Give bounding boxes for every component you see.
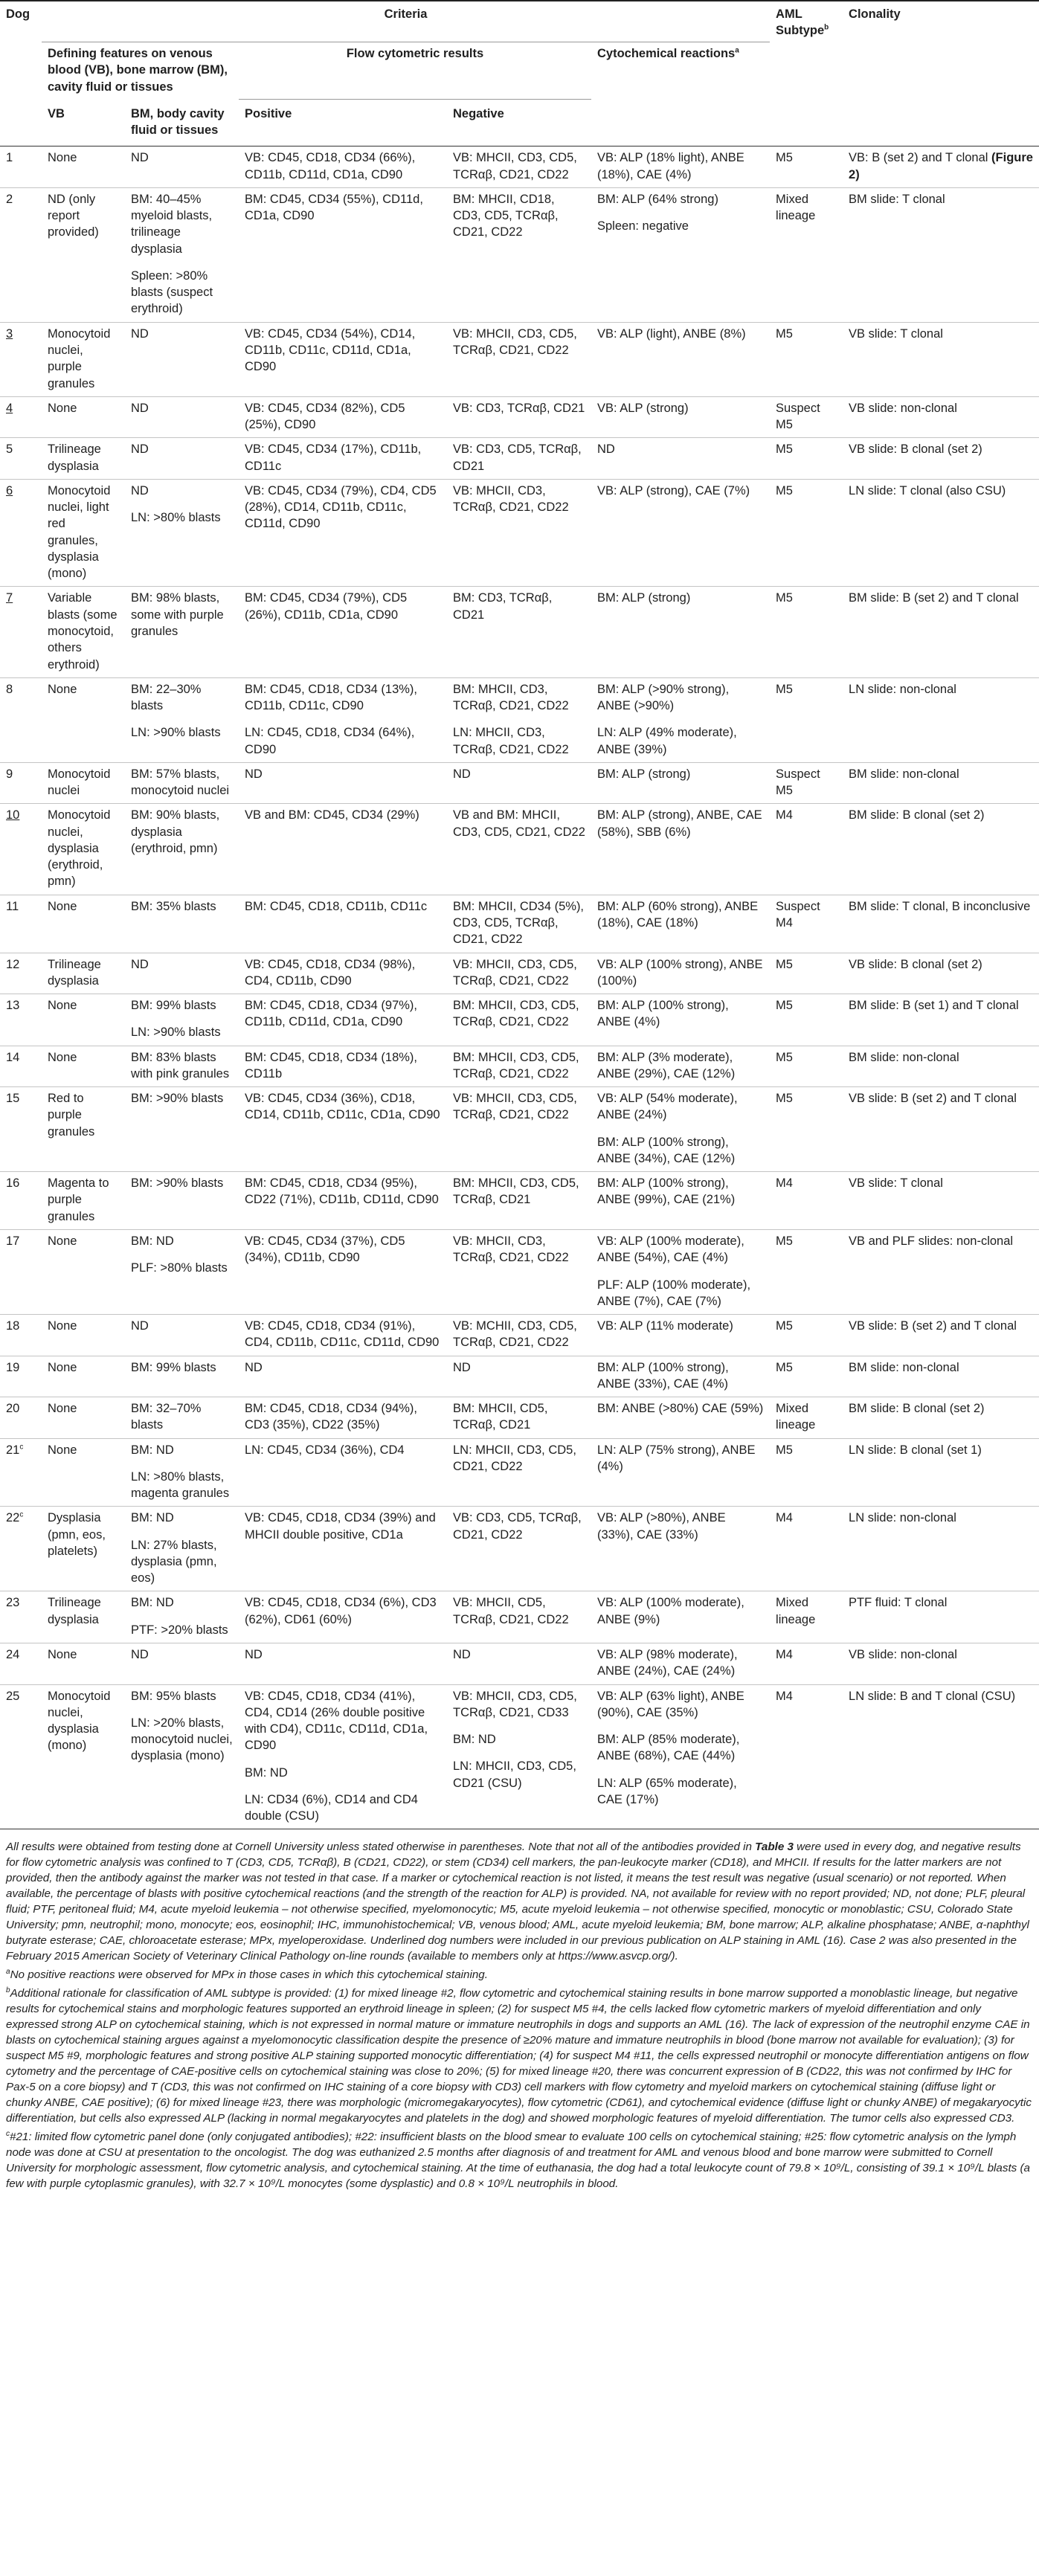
header-aml-subtype: AML Subtype$^b$ [770, 1, 843, 42]
cell-vb: Dysplasia (pmn, eos, platelets) [42, 1507, 125, 1591]
cell-negative: LN: MHCII, CD3, CD5, CD21, CD22 [447, 1438, 591, 1507]
cell-clonality: BM slide: T clonal [843, 187, 1039, 322]
cell-positive: BM: CD45, CD18, CD34 (94%), CD3 (35%), CD22 (35%) [239, 1397, 447, 1439]
cell-cyto: BM: ALP (100% strong), ANBE (4%) [591, 994, 770, 1046]
header-negative: Negative [447, 100, 591, 146]
cell-vb: None [42, 895, 125, 953]
cell-vb: Trilineage dysplasia [42, 1591, 125, 1643]
cell-bm: BM: 99% blasts [125, 1356, 239, 1397]
table-row [0, 1643, 1039, 1685]
cell-aml-subtype: M5 [770, 479, 843, 587]
cell-negative: VB: MHCII, CD3, CD5, TCRαβ, CD21, CD22 [447, 146, 591, 188]
cell-aml-subtype: M4 [770, 1643, 843, 1685]
cell-positive: VB: CD45, CD18, CD34 (91%), CD4, CD11b, CD11c, CD11d, CD90 [239, 1315, 447, 1356]
table-row [0, 187, 1039, 322]
table-row [0, 1172, 1039, 1230]
cell-bm: BM: 98% blasts, some with purple granules [125, 587, 239, 677]
table-row [0, 895, 1039, 953]
header-vb: VB [42, 100, 125, 146]
cell-negative: VB: CD3, TCRαβ, CD21 [447, 396, 591, 438]
cell-cyto: VB: ALP (100% strong), ANBE (100%) [591, 953, 770, 994]
cell-dog: 22$^c$ [0, 1507, 42, 1591]
cell-cyto: BM: ALP (strong) [591, 587, 770, 677]
cell-clonality: BM slide: non-clonal [843, 762, 1039, 804]
cell-aml-subtype: M5 [770, 587, 843, 677]
cell-cyto: VB: ALP (strong), CAE (7%) [591, 479, 770, 587]
cell-bm: BM: 95% blasts LN: >20% blasts, monocytoid nuclei, dysplasia (mono) [125, 1684, 239, 1829]
cell-bm: ND [125, 1643, 239, 1685]
cell-vb: None [42, 396, 125, 438]
cell-vb: Trilineage dysplasia [42, 438, 125, 480]
cell-negative: BM: MHCII, CD3, CD5, TCRαβ, CD21, CD22 [447, 1046, 591, 1087]
footnote-main: All results were obtained from testing done at Cornell University unless stated otherwise in parentheses. Note that not all of the antibodies provided in Table 3 were used in every dog, and negative results for flow cytometric analysis was confined to T (CD3, CD5, TCRαβ), B (CD21, CD22), or stem (CD34) cell markers, the pan-leukocyte marker (CD18), and MHCII. If results for the latter markers are not provided, then the antibody against the marker was not tested in that case. If a marker or cytochemical reaction is not listed, it means the test result was negative (usual scenario) or not reported. When available, the percentage of blasts with positive cytochemical reactions (and the strength of the reaction for ALP) is provided. NA, not available for review with no report provided; ND, not done; PLF, pleural fluid; PTF, peritoneal fluid; M4, acute myeloid leukemia – not otherwise specified, myelomonocytic; M5, acute myeloid leukemia – not otherwise specified, monocytic or monoblastic; CSU, Colorado State University; pmn, neutrophil; mono, monocyte; eos, eosinophil; IHC, immunohistochemical; VB, venous blood; AML, acute myeloid leukemia; BM, bone marrow; ALP, alkaline phosphatase; ANBE, α-naphthyl butyrate esterase; CAE, chloroacetate esterase; MPx, myeloperoxidase. Underlined dog numbers were included in our previous publication on ALP staining in AML (16). Case 2 was also presented in the February 2015 American Society of Veterinary Clinical Pathology on-line rounds (available to members only at https://www.asvcp.org/). [6, 1841, 1029, 1963]
table-row [0, 1507, 1039, 1591]
cell-vb: Magenta to purple granules [42, 1172, 125, 1230]
cell-cyto: VB: ALP (11% moderate) [591, 1315, 770, 1356]
cell-clonality: LN slide: non-clonal [843, 677, 1039, 762]
cell-negative: BM: MHCII, CD3, CD5, TCRαβ, CD21 [447, 1172, 591, 1230]
table-row [0, 587, 1039, 677]
header-positive: Positive [239, 100, 447, 146]
cell-clonality: LN slide: T clonal (also CSU) [843, 479, 1039, 587]
footnote-b: $^b$Additional rationale for classification of AML subtype is provided: (1) for mixed lineage #2, flow cytometric and cytochemical staining results in bone marrow supported a monoblastic lineage, but negative results for cytochemical stains and morphologic features supported an erythroid lineage in spleen; (2) for suspect M5 #4, the cells lacked flow cytometric markers of myeloid differentiation and only expressed strong ALP on cytochemical staining, which is not expressed in normal mature or immature neutrophils in dogs and supports an AML (16). The lack of expression of the neutrophil enzyme CAE in blasts on cytochemical staining argues against a myelomonocytic classification despite the presence of ≥20% mature and immature neutrophils in blood (bone marrow not available for evaluation); (3) for suspect M5 #9, morphologic features and strong positive ALP staining supported monocytic differentiation; (4) for suspect M4 #11, the cells expressed neutrophil or monocyte differentiation antigens on flow cytometry and the percentage of CAE-positive cells on cytochemical staining was close to 20%; (5) for mixed lineage #20, there was concurrent expression of B (CD22, this was not confirmed by IHC for Pax-5 on a core biopsy) and T (CD3, this was not confirmed on IHC staining of a core biopsy with CD3) cell markers with flow cytometry and myeloid markers on cytochemical staining (diffuse light or chunky ANBE, CAE positive); (6) for mixed lineage #23, there was morphologic (micromegakaryocytes), flow cytometric (CD61), and cytochemical evidence (diffuse light or chunky ANBE) of megakaryocytic differentiation, but cells also expressed ALP (lacking in normal megakaryocytes and platelets in the dog) and showed morphologic features of myeloid differentiation. The tumor cells also expressed CD3. [6, 1986, 1032, 2125]
cell-vb: Trilineage dysplasia [42, 953, 125, 994]
cell-aml-subtype: M4 [770, 804, 843, 895]
cell-aml-subtype: M5 [770, 322, 843, 396]
table-body [0, 146, 1039, 1829]
cell-clonality: VB slide: non-clonal [843, 396, 1039, 438]
cell-negative: BM: MHCII, CD34 (5%), CD3, CD5, TCRαβ, CD21, CD22 [447, 895, 591, 953]
cell-negative: BM: MHCII, CD3, TCRαβ, CD21, CD22 LN: MHCII, CD3, TCRαβ, CD21, CD22 [447, 677, 591, 762]
cell-positive: VB: CD45, CD18, CD34 (39%) and MHCII double positive, CD1a [239, 1507, 447, 1591]
cell-bm: BM: 90% blasts, dysplasia (erythroid, pmn) [125, 804, 239, 895]
header-clonality: Clonality [843, 1, 1039, 42]
cell-vb: None [42, 994, 125, 1046]
cell-clonality: BM slide: B (set 1) and T clonal [843, 994, 1039, 1046]
cell-dog: 8 [0, 677, 42, 762]
cell-positive: BM: CD45, CD18, CD34 (95%), CD22 (71%), CD11b, CD11d, CD90 [239, 1172, 447, 1230]
table-row [0, 396, 1039, 438]
header-row-1 [0, 1, 1039, 42]
cell-vb: Monocytoid nuclei, purple granules [42, 322, 125, 396]
cell-dog: 16 [0, 1172, 42, 1230]
cell-bm: BM: >90% blasts [125, 1172, 239, 1230]
cell-dog: 12 [0, 953, 42, 994]
cell-positive: VB and BM: CD45, CD34 (29%) [239, 804, 447, 895]
cell-positive: ND [239, 762, 447, 804]
table-row [0, 1046, 1039, 1087]
cell-clonality: BM slide: B clonal (set 2) [843, 1397, 1039, 1439]
cell-bm: BM: >90% blasts [125, 1087, 239, 1172]
cell-cyto: BM: ALP (strong) [591, 762, 770, 804]
cell-dog: 5 [0, 438, 42, 480]
cell-dog: 13 [0, 994, 42, 1046]
table-row [0, 438, 1039, 480]
cell-dog: 11 [0, 895, 42, 953]
cell-vb: Monocytoid nuclei [42, 762, 125, 804]
header-dog: Dog [0, 1, 42, 42]
cell-cyto: ND [591, 438, 770, 480]
cell-aml-subtype: M5 [770, 994, 843, 1046]
cell-clonality: BM slide: B (set 2) and T clonal [843, 587, 1039, 677]
cell-negative: ND [447, 1356, 591, 1397]
cell-aml-subtype: Mixed lineage [770, 187, 843, 322]
cell-negative: VB: MCHII, CD3, CD5, TCRαβ, CD21, CD22 [447, 1315, 591, 1356]
cell-cyto: BM: ANBE (>80%) CAE (59%) [591, 1397, 770, 1439]
cell-vb: None [42, 1643, 125, 1685]
cell-positive: VB: CD45, CD34 (37%), CD5 (34%), CD11b, CD90 [239, 1229, 447, 1314]
cell-bm: BM: 35% blasts [125, 895, 239, 953]
cell-cyto: BM: ALP (3% moderate), ANBE (29%), CAE (12%) [591, 1046, 770, 1087]
cell-bm: BM: 40–45% myeloid blasts, trilineage dysplasia Spleen: >80% blasts (suspect erythroid) [125, 187, 239, 322]
cell-aml-subtype: Mixed lineage [770, 1397, 843, 1439]
cell-clonality: BM slide: non-clonal [843, 1046, 1039, 1087]
cell-positive: VB: CD45, CD34 (17%), CD11b, CD11c [239, 438, 447, 480]
cell-dog: 1 [0, 146, 42, 188]
table-row [0, 994, 1039, 1046]
cell-vb: None [42, 677, 125, 762]
table-row [0, 1229, 1039, 1314]
cell-aml-subtype: Suspect M5 [770, 762, 843, 804]
cell-dog: 21$^c$ [0, 1438, 42, 1507]
cell-dog: 17 [0, 1229, 42, 1314]
cell-clonality: VB slide: T clonal [843, 1172, 1039, 1230]
table-row [0, 953, 1039, 994]
cell-positive: BM: CD45, CD18, CD11b, CD11c [239, 895, 447, 953]
cell-bm: BM: ND PLF: >80% blasts [125, 1229, 239, 1314]
cell-dog: 24 [0, 1643, 42, 1685]
cell-bm: BM: 83% blasts with pink granules [125, 1046, 239, 1087]
cell-positive: VB: CD45, CD18, CD34 (41%), CD4, CD14 (26% double positive with CD4), CD11c, CD11d, CD1a, CD90 BM: ND LN: CD34 (6%), CD14 and CD4 double (CSU) [239, 1684, 447, 1829]
cell-negative: VB: MHCII, CD3, CD5, TCRαβ, CD21, CD33 BM: ND LN: MHCII, CD3, CD5, CD21 (CSU) [447, 1684, 591, 1829]
table-row [0, 322, 1039, 396]
cell-cyto: BM: ALP (60% strong), ANBE (18%), CAE (18%) [591, 895, 770, 953]
cell-aml-subtype: M5 [770, 953, 843, 994]
cell-negative: VB: MHCII, CD3, CD5, TCRαβ, CD21, CD22 [447, 1087, 591, 1172]
cell-vb: Monocytoid nuclei, dysplasia (mono) [42, 1684, 125, 1829]
cell-clonality: LN slide: B and T clonal (CSU) [843, 1684, 1039, 1829]
table-row [0, 804, 1039, 895]
cell-aml-subtype: M5 [770, 1356, 843, 1397]
cell-positive: BM: CD45, CD34 (55%), CD11d, CD1a, CD90 [239, 187, 447, 322]
cell-cyto: BM: ALP (100% strong), ANBE (33%), CAE (4%) [591, 1356, 770, 1397]
cell-cyto: VB: ALP (100% moderate), ANBE (54%), CAE (4%) PLF: ALP (100% moderate), ANBE (7%), CAE (7%) [591, 1229, 770, 1314]
cell-negative: VB: CD3, CD5, TCRαβ, CD21, CD22 [447, 1507, 591, 1591]
cell-dog: 2 [0, 187, 42, 322]
cell-negative: BM: MHCII, CD3, CD5, TCRαβ, CD21, CD22 [447, 994, 591, 1046]
cell-dog: 4 [0, 396, 42, 438]
cell-positive: VB: CD45, CD34 (54%), CD14, CD11b, CD11c, CD11d, CD1a, CD90 [239, 322, 447, 396]
cell-cyto: VB: ALP (63% light), ANBE (90%), CAE (35%) BM: ALP (85% moderate), ANBE (68%), CAE (44%) LN: ALP (65% moderate), CAE (17%) [591, 1684, 770, 1829]
cell-bm: ND [125, 396, 239, 438]
cell-bm: ND [125, 322, 239, 396]
cell-clonality: VB slide: B (set 2) and T clonal [843, 1087, 1039, 1172]
cell-aml-subtype: Suspect M5 [770, 396, 843, 438]
cell-bm: ND [125, 438, 239, 480]
cell-cyto: BM: ALP (64% strong) Spleen: negative [591, 187, 770, 322]
table-row [0, 1397, 1039, 1439]
cell-clonality: VB slide: non-clonal [843, 1643, 1039, 1685]
cell-dog: 25 [0, 1684, 42, 1829]
cell-aml-subtype: M5 [770, 438, 843, 480]
footnote-c: $^c$#21: limited flow cytometric panel done (only conjugated antibodies); #22: insufficient blasts on the blood smear to evaluate 100 cells on cytochemical staining; #25: flow cytometric analysis on the lymph node was done at CSU at presentation to the oncologist. The dog was euthanized 2.5 months after diagnosis of and treatment for AML and venous blood and bone marrow were submitted to Cornell University for morphologic assessment, flow cytometric analysis, and cytochemical staining. At the time of euthanasia, the dog had a total leukocyte count of 79.8 × 10⁹/L, consisting of 39.1 × 10⁹/L blasts (a few with purple cytoplasmic granules), with 32.7 × 10⁹/L monocytes (some dysplastic) and 0.8 × 10⁹/L neutrophils in blood. [6, 2129, 1030, 2190]
cell-clonality: PTF fluid: T clonal [843, 1591, 1039, 1643]
table-row [0, 762, 1039, 804]
cell-vb: None [42, 1315, 125, 1356]
cell-positive: ND [239, 1643, 447, 1685]
cell-cyto: BM: ALP (strong), ANBE, CAE (58%), SBB (6%) [591, 804, 770, 895]
cell-negative: VB: MHCII, CD3, CD5, TCRαβ, CD21, CD22 [447, 953, 591, 994]
cell-cyto: VB: ALP (98% moderate), ANBE (24%), CAE (24%) [591, 1643, 770, 1685]
cell-aml-subtype: Suspect M4 [770, 895, 843, 953]
cell-vb: Monocytoid nuclei, dysplasia (erythroid, pmn) [42, 804, 125, 895]
cell-positive: VB: CD45, CD18, CD34 (6%), CD3 (62%), CD61 (60%) [239, 1591, 447, 1643]
cell-cyto: VB: ALP (18% light), ANBE (18%), CAE (4%) [591, 146, 770, 188]
cell-dog: 19 [0, 1356, 42, 1397]
cell-vb: Monocytoid nuclei, light red granules, dysplasia (mono) [42, 479, 125, 587]
cell-positive: VB: CD45, CD18, CD34 (98%), CD4, CD11b, CD90 [239, 953, 447, 994]
cell-vb: None [42, 1356, 125, 1397]
cell-aml-subtype: M5 [770, 1315, 843, 1356]
cell-cyto: LN: ALP (75% strong), ANBE (4%) [591, 1438, 770, 1507]
cell-negative: VB: MHCII, CD3, CD5, TCRαβ, CD21, CD22 [447, 322, 591, 396]
cell-negative: VB: MHCII, CD5, TCRαβ, CD21, CD22 [447, 1591, 591, 1643]
cell-bm: BM: 32–70% blasts [125, 1397, 239, 1439]
cell-vb: None [42, 1229, 125, 1314]
cell-cyto: VB: ALP (100% moderate), ANBE (9%) [591, 1591, 770, 1643]
table-row [0, 1591, 1039, 1643]
header-bm: BM, body cavity fluid or tissues [125, 100, 239, 146]
cell-positive: BM: CD45, CD18, CD34 (13%), CD11b, CD11c, CD90 LN: CD45, CD18, CD34 (64%), CD90 [239, 677, 447, 762]
cell-aml-subtype: M4 [770, 1507, 843, 1591]
cell-clonality: BM slide: non-clonal [843, 1356, 1039, 1397]
cell-bm: ND [125, 953, 239, 994]
cell-bm: ND [125, 1315, 239, 1356]
cell-aml-subtype: M4 [770, 1172, 843, 1230]
cell-dog: 6 [0, 479, 42, 587]
cell-bm: BM: ND LN: >80% blasts, magenta granules [125, 1438, 239, 1507]
table-row [0, 677, 1039, 762]
cell-aml-subtype: M5 [770, 1046, 843, 1087]
table-row [0, 146, 1039, 188]
cell-dog: 23 [0, 1591, 42, 1643]
cell-bm: BM: 22–30% blasts LN: >90% blasts [125, 677, 239, 762]
cell-positive: VB: CD45, CD34 (82%), CD5 (25%), CD90 [239, 396, 447, 438]
header-row-3 [0, 100, 1039, 146]
cell-vb: None [42, 1046, 125, 1087]
cell-dog: 15 [0, 1087, 42, 1172]
header-cyto: Cytochemical reactions$^a$ [597, 46, 739, 61]
header-row-2 [0, 42, 1039, 100]
cell-positive: BM: CD45, CD18, CD34 (18%), CD11b [239, 1046, 447, 1087]
cell-bm: ND LN: >80% blasts [125, 479, 239, 587]
cell-clonality: VB: B (set 2) and T clonal (Figure 2) [843, 146, 1039, 188]
cell-aml-subtype: M5 [770, 1229, 843, 1314]
cell-positive: LN: CD45, CD34 (36%), CD4 [239, 1438, 447, 1507]
cell-dog: 3 [0, 322, 42, 396]
cell-clonality: VB slide: T clonal [843, 322, 1039, 396]
footnote-a: $^a$No positive reactions were observed for MPx in those cases in which this cytochemical staining. [6, 1968, 488, 1982]
cell-clonality: VB slide: B (set 2) and T clonal [843, 1315, 1039, 1356]
cell-bm: BM: ND PTF: >20% blasts [125, 1591, 239, 1643]
cell-bm: ND [125, 146, 239, 188]
cell-negative: VB: MHCII, CD3, TCRαβ, CD21, CD22 [447, 479, 591, 587]
cell-clonality: LN slide: B clonal (set 1) [843, 1438, 1039, 1507]
table-row [0, 1684, 1039, 1829]
table-footnotes [0, 1829, 1039, 2192]
cell-aml-subtype: M5 [770, 1438, 843, 1507]
cell-aml-subtype: M5 [770, 146, 843, 188]
cell-cyto: VB: ALP (strong) [591, 396, 770, 438]
cell-cyto: VB: ALP (light), ANBE (8%) [591, 322, 770, 396]
cell-aml-subtype: Mixed lineage [770, 1591, 843, 1643]
cell-clonality: VB slide: B clonal (set 2) [843, 438, 1039, 480]
cell-clonality: VB slide: B clonal (set 2) [843, 953, 1039, 994]
header-defining-features: Defining features on venous blood (VB), bone marrow (BM), cavity fluid or tissues [48, 47, 228, 94]
cell-positive: BM: CD45, CD18, CD34 (97%), CD11b, CD11d, CD1a, CD90 [239, 994, 447, 1046]
cell-negative: BM: MHCII, CD5, TCRαβ, CD21 [447, 1397, 591, 1439]
table-row [0, 1356, 1039, 1397]
cell-aml-subtype: M4 [770, 1684, 843, 1829]
table-row [0, 1087, 1039, 1172]
cell-vb: None [42, 146, 125, 188]
cell-dog: 10 [0, 804, 42, 895]
cell-vb: Variable blasts (some monocytoid, others erythroid) [42, 587, 125, 677]
cell-aml-subtype: M5 [770, 677, 843, 762]
cell-positive: ND [239, 1356, 447, 1397]
cell-vb: None [42, 1397, 125, 1439]
cell-dog: 20 [0, 1397, 42, 1439]
cell-dog: 7 [0, 587, 42, 677]
cell-negative: BM: CD3, TCRαβ, CD21 [447, 587, 591, 677]
cell-dog: 9 [0, 762, 42, 804]
cell-negative: ND [447, 1643, 591, 1685]
table-row [0, 1315, 1039, 1356]
header-flow: Flow cytometric results [239, 42, 591, 100]
cell-cyto: VB: ALP (>80%), ANBE (33%), CAE (33%) [591, 1507, 770, 1591]
cell-aml-subtype: M5 [770, 1087, 843, 1172]
cell-dog: 18 [0, 1315, 42, 1356]
cell-cyto: BM: ALP (100% strong), ANBE (99%), CAE (21%) [591, 1172, 770, 1230]
cell-negative: VB: MHCII, CD3, TCRαβ, CD21, CD22 [447, 1229, 591, 1314]
cell-vb: ND (only report provided) [42, 187, 125, 322]
cell-clonality: BM slide: T clonal, B inconclusive [843, 895, 1039, 953]
cell-negative: ND [447, 762, 591, 804]
cell-bm: BM: 57% blasts, monocytoid nuclei [125, 762, 239, 804]
cell-clonality: VB and PLF slides: non-clonal [843, 1229, 1039, 1314]
cell-positive: VB: CD45, CD18, CD34 (66%), CD11b, CD11d, CD1a, CD90 [239, 146, 447, 188]
cell-positive: VB: CD45, CD34 (79%), CD4, CD5 (28%), CD14, CD11b, CD11c, CD11d, CD90 [239, 479, 447, 587]
cell-negative: VB and BM: MHCII, CD3, CD5, CD21, CD22 [447, 804, 591, 895]
cell-dog: 14 [0, 1046, 42, 1087]
table-row [0, 1438, 1039, 1507]
cell-negative: BM: MHCII, CD18, CD3, CD5, TCRαβ, CD21, CD22 [447, 187, 591, 322]
cell-negative: VB: CD3, CD5, TCRαβ, CD21 [447, 438, 591, 480]
cell-bm: BM: 99% blasts LN: >90% blasts [125, 994, 239, 1046]
cell-cyto: BM: ALP (>90% strong), ANBE (>90%) LN: ALP (49% moderate), ANBE (39%) [591, 677, 770, 762]
cell-cyto: VB: ALP (54% moderate), ANBE (24%) BM: ALP (100% strong), ANBE (34%), CAE (12%) [591, 1087, 770, 1172]
cell-vb: Red to purple granules [42, 1087, 125, 1172]
cell-positive: BM: CD45, CD34 (79%), CD5 (26%), CD11b, CD1a, CD90 [239, 587, 447, 677]
cell-vb: None [42, 1438, 125, 1507]
table-row [0, 479, 1039, 587]
header-criteria: Criteria [42, 1, 770, 42]
cell-positive: VB: CD45, CD34 (36%), CD18, CD14, CD11b, CD11c, CD1a, CD90 [239, 1087, 447, 1172]
cell-clonality: LN slide: non-clonal [843, 1507, 1039, 1591]
cell-clonality: BM slide: B clonal (set 2) [843, 804, 1039, 895]
cell-bm: BM: ND LN: 27% blasts, dysplasia (pmn, eos) [125, 1507, 239, 1591]
